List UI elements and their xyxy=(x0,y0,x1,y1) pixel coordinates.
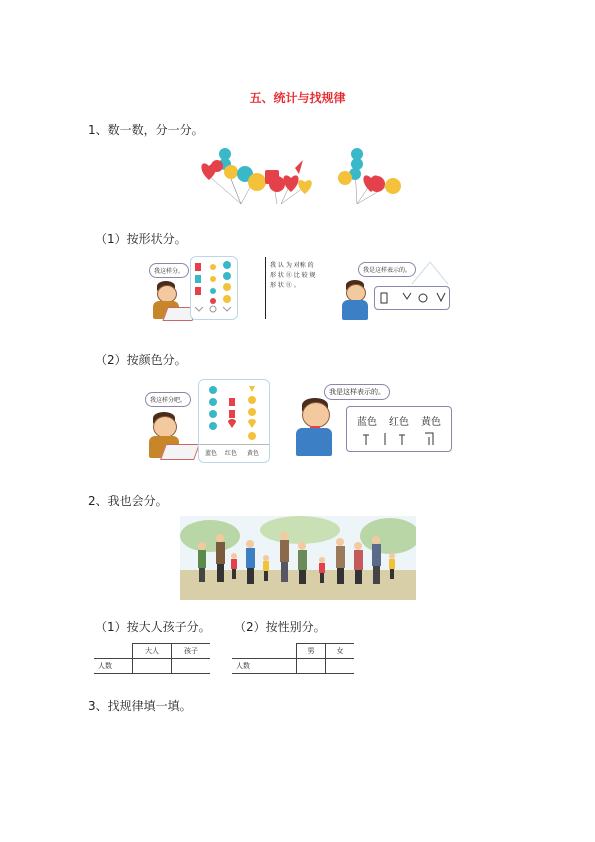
table-corner-cell xyxy=(94,644,133,659)
people-walking-illustration xyxy=(180,516,416,600)
speech-bubble: 我是这样表示的。 xyxy=(324,384,390,400)
question-1-label: 1、数一数，分一分。 xyxy=(88,123,204,137)
decorative-background-icon xyxy=(410,258,450,286)
subquestion-1-2-label: （2）按颜色分。 xyxy=(95,353,187,367)
balloons-svg xyxy=(195,144,407,206)
color-grid-panel xyxy=(198,379,270,463)
shape-grid-svg xyxy=(191,257,237,319)
table-answer-cell[interactable] xyxy=(297,659,326,674)
table-header-cell: 女 xyxy=(326,644,355,659)
table-header-cell: 大人 xyxy=(133,644,172,659)
table-row xyxy=(94,659,210,674)
kid-body xyxy=(342,300,368,320)
kid-body xyxy=(296,428,332,456)
table-header-cell: 男 xyxy=(297,644,326,659)
notebook-icon xyxy=(160,444,200,460)
grid-col-label-yellow: 黄色 xyxy=(247,450,260,457)
grid-divider xyxy=(199,444,269,445)
balloons-illustration xyxy=(195,144,407,206)
table-row-label: 人数 xyxy=(232,659,297,674)
handwritten-board xyxy=(265,257,326,319)
shape-grid-panel xyxy=(190,256,238,320)
color-symbol-panel xyxy=(346,406,452,452)
color-label-red: 红色 xyxy=(389,417,409,428)
question-3-label: 3、找规律填一填。 xyxy=(88,699,192,713)
color-represent-kid-illustration xyxy=(294,380,454,460)
subquestion-1-1-label: （1）按形状分。 xyxy=(95,232,187,246)
table-corner-cell xyxy=(232,644,297,659)
tally-marks-svg xyxy=(347,429,451,449)
color-label-blue: 蓝色 xyxy=(357,417,377,428)
speech-bubble: 我是这样表示的。 xyxy=(358,262,416,277)
kid-head xyxy=(153,416,177,438)
table-header-row xyxy=(232,644,354,659)
shape-represent-kid-illustration xyxy=(340,258,452,320)
board-line-3: 形 状 ⑪ 。 xyxy=(270,282,300,289)
color-label-yellow: 黄色 xyxy=(421,417,441,428)
kid-head xyxy=(302,402,330,428)
speech-bubble: 我这样分吧。 xyxy=(145,392,191,407)
shape-symbol-panel xyxy=(374,286,450,310)
board-line-2: 形 状 ⑪ 比 较 规 xyxy=(270,272,316,279)
table-header-cell: 孩子 xyxy=(172,644,211,659)
board-line-1: 我 认 为 对称 的 xyxy=(270,262,314,269)
color-grid-svg xyxy=(199,380,269,444)
grid-col-label-blue: 蓝色 xyxy=(205,450,218,457)
page-title: 五、统计与找规律 xyxy=(249,91,346,105)
table-answer-cell[interactable] xyxy=(133,659,172,674)
shape-symbols-svg xyxy=(375,287,449,309)
subquestion-2-1-label: （1）按大人孩子分。 xyxy=(95,620,211,634)
table-header-row xyxy=(94,644,210,659)
table-row-label: 人数 xyxy=(94,659,133,674)
grid-col-label-red: 红色 xyxy=(225,450,238,457)
subquestion-2-2-label: （2）按性别分。 xyxy=(234,620,326,634)
table-answer-cell[interactable] xyxy=(326,659,355,674)
table-answer-cell[interactable] xyxy=(172,659,211,674)
adult-child-table xyxy=(94,643,210,674)
speech-bubble: 我这样分。 xyxy=(149,263,189,278)
table-row xyxy=(232,659,354,674)
gender-table xyxy=(232,643,354,674)
question-2-label: 2、我也会分。 xyxy=(88,494,168,508)
people-walking-svg xyxy=(180,516,416,600)
